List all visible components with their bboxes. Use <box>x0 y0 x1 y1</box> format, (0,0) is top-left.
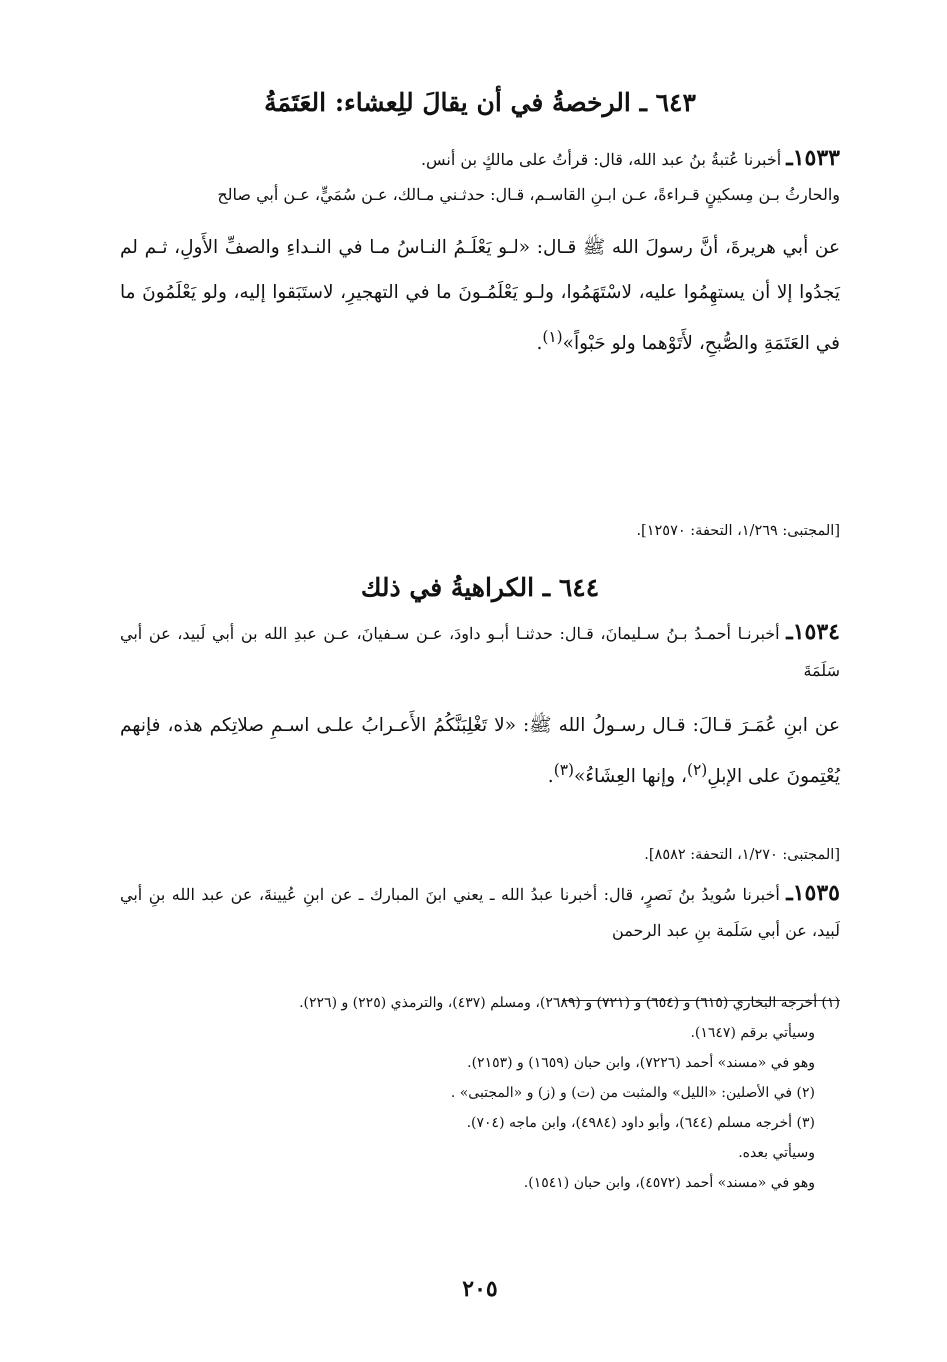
hadith-1535-isnad <box>120 875 840 949</box>
hadith-1534-reference: [المجتبى: ١/٢٧٠، التحفة: ٨٥٨٢]. <box>644 847 840 863</box>
matn-text: عن أبي هريرةَ، أنَّ رسولَ الله ﷺ قـال: «لـو يَعْلَـمُ النـاسُ مـا في النـداءِ والصفِّ الأَولِ، ثـم لم يَجدُوا إلا أن يستهِمُوا عليه، لاسْتَهَمُوا، ولـو يَعْلَمُـونَ ما في التهجيرِ، لاستَبَقوا إليه، ولو يَعْلَمُونَ ما في العَتَمَةِ والصُّبحِ، لأَتَوْهما ولو حَبْواً» <box>120 237 840 355</box>
chapter-heading-643: ٦٤٣ ـ الرخصةُ في أن يقالَ للِعشاء: العَتَمَةُ <box>264 88 696 117</box>
hadith-1533-reference: [المجتبى: ١/٢٦٩، التحفة: ١٢٥٧٠]. <box>636 523 840 539</box>
hadith-number: ١٥٣٥ـ <box>786 880 840 906</box>
footnote-1-source: وهو في «مسند» أحمد (٧٢٢٦)، وابن حبان (١٦٥٩) و (٢١٥٣). <box>467 1055 815 1071</box>
hadith-1534 <box>120 614 840 799</box>
footnote-2: (٢) في الأصلين: «الليل» والمثبت من (ت) و (ز) و «المجتبى» . <box>450 1085 815 1101</box>
hadith-1534-isnad <box>120 614 840 689</box>
footnote-marker-1: (١) <box>542 328 563 346</box>
footnote-3-continued: وسيأتي بعده. <box>738 1145 815 1161</box>
footnote-3-source: وهو في «مسند» أحمد (٤٥٧٢)، وابن حبان (١٥٤١). <box>523 1175 815 1191</box>
isnad-text: أخبرنـا أحمـدُ بـنُ سـليمانَ، قـال: حدثنـا أبـو داودَ، عـن سـفيانَ، عـن عبدِ الله بن أبي لَبيد، عن أبي سَلَمَةَ <box>120 624 840 680</box>
isnad-text: أخبرنا سُويدُ بنُ نَصرٍ، قال: أخبرنا عبدُ الله ـ يعني ابنَ المبارك ـ عن ابنِ عُيينةَ، عن عبد الله بنِ أبي لَبيد، عن أبي سَلَمة بنِ عبد الرحمن <box>120 885 840 940</box>
hadith-number: ١٥٣٤ـ <box>786 619 840 645</box>
hadith-1533 <box>120 140 840 366</box>
hadith-number: ١٥٣٣ـ <box>786 145 840 171</box>
hadith-1533-isnad-line1 <box>120 140 840 178</box>
matn-text-b: ، وإنها العِشَاءُ» <box>574 766 687 788</box>
hadith-1534-matn: عن ابنِ عُمَـرَ قـالَ: قـال رسـولُ الله ﷺ: «لا تَغْلِبَنَّكُمُ الأَعـرابُ علـى اسـمِ صلاتِكم هذه، فإنهم يُعْتِمونَ على الإبلِ$^{(٢)}$، وإنها العِشَاءُ»$^{(٣)}$. <box>120 715 840 788</box>
isnad-text: أخبرنا عُتبةُ بنُ عبد الله، قال: قرأتُ على مالكٍ بن أنس. <box>420 150 782 169</box>
footnote-1: (١) أخرجه البخاري (٦١٥) و (٦٥٤) و (٧٢١) و (٢٦٨٩)، ومسلم (٤٣٧)، والترمذي (٢٢٥) و (٢٢٦). <box>299 995 840 1011</box>
hadith-1533-isnad-line2: والحارثُ بـن مِسكينٍ قـراءةً، عـن ابـنِ القاسـم، قـال: حدثـني مـالك، عـن سُمَيٍّ، عـن أبي صالح <box>217 185 840 204</box>
footnote-marker-2: (٢) <box>686 761 708 779</box>
page-number: ٢٠٥ <box>462 1276 498 1302</box>
footnote-1-continued: وسيأتي برقم (١٦٤٧). <box>690 1025 815 1041</box>
matn-text-a: عن ابنِ عُمَـرَ قـالَ: قـال رسـولُ الله ﷺ: «لا تَغْلِبَنَّكُمُ الأَعـرابُ علـى اسـمِ صلاتِكم هذه، فإنهم يُعْتِمونَ على الإبلِ <box>120 715 840 788</box>
footnote-3: (٣) أخرجه مسلم (٦٤٤)، وأبو داود (٤٩٨٤)، وابن ماجه (٧٠٤). <box>466 1115 815 1131</box>
hadith-1533-matn: عن أبي هريرةَ، أنَّ رسولَ الله ﷺ قـال: «لـو يَعْلَـمُ النـاسُ مـا في النـداءِ والصفِّ الأَولِ، ثـم لم يَجدُوا إلا أن يستهِمُوا عليه، لاسْتَهَمُوا، ولـو يَعْلَمُـونَ ما في التهجيرِ، لاستَبَقوا إليه، ولو يَعْلَمُونَ ما في العَتَمَةِ والصُّبحِ، لأَتَوْهما ولو حَبْواً»$^{(١)}$. <box>120 237 840 355</box>
chapter-heading-644: ٦٤٤ ـ الكراهيةُ في ذلك <box>360 573 600 602</box>
hadith-1535 <box>120 875 840 949</box>
footnote-marker-3: (٣) <box>553 761 574 779</box>
footnotes <box>120 988 840 1198</box>
